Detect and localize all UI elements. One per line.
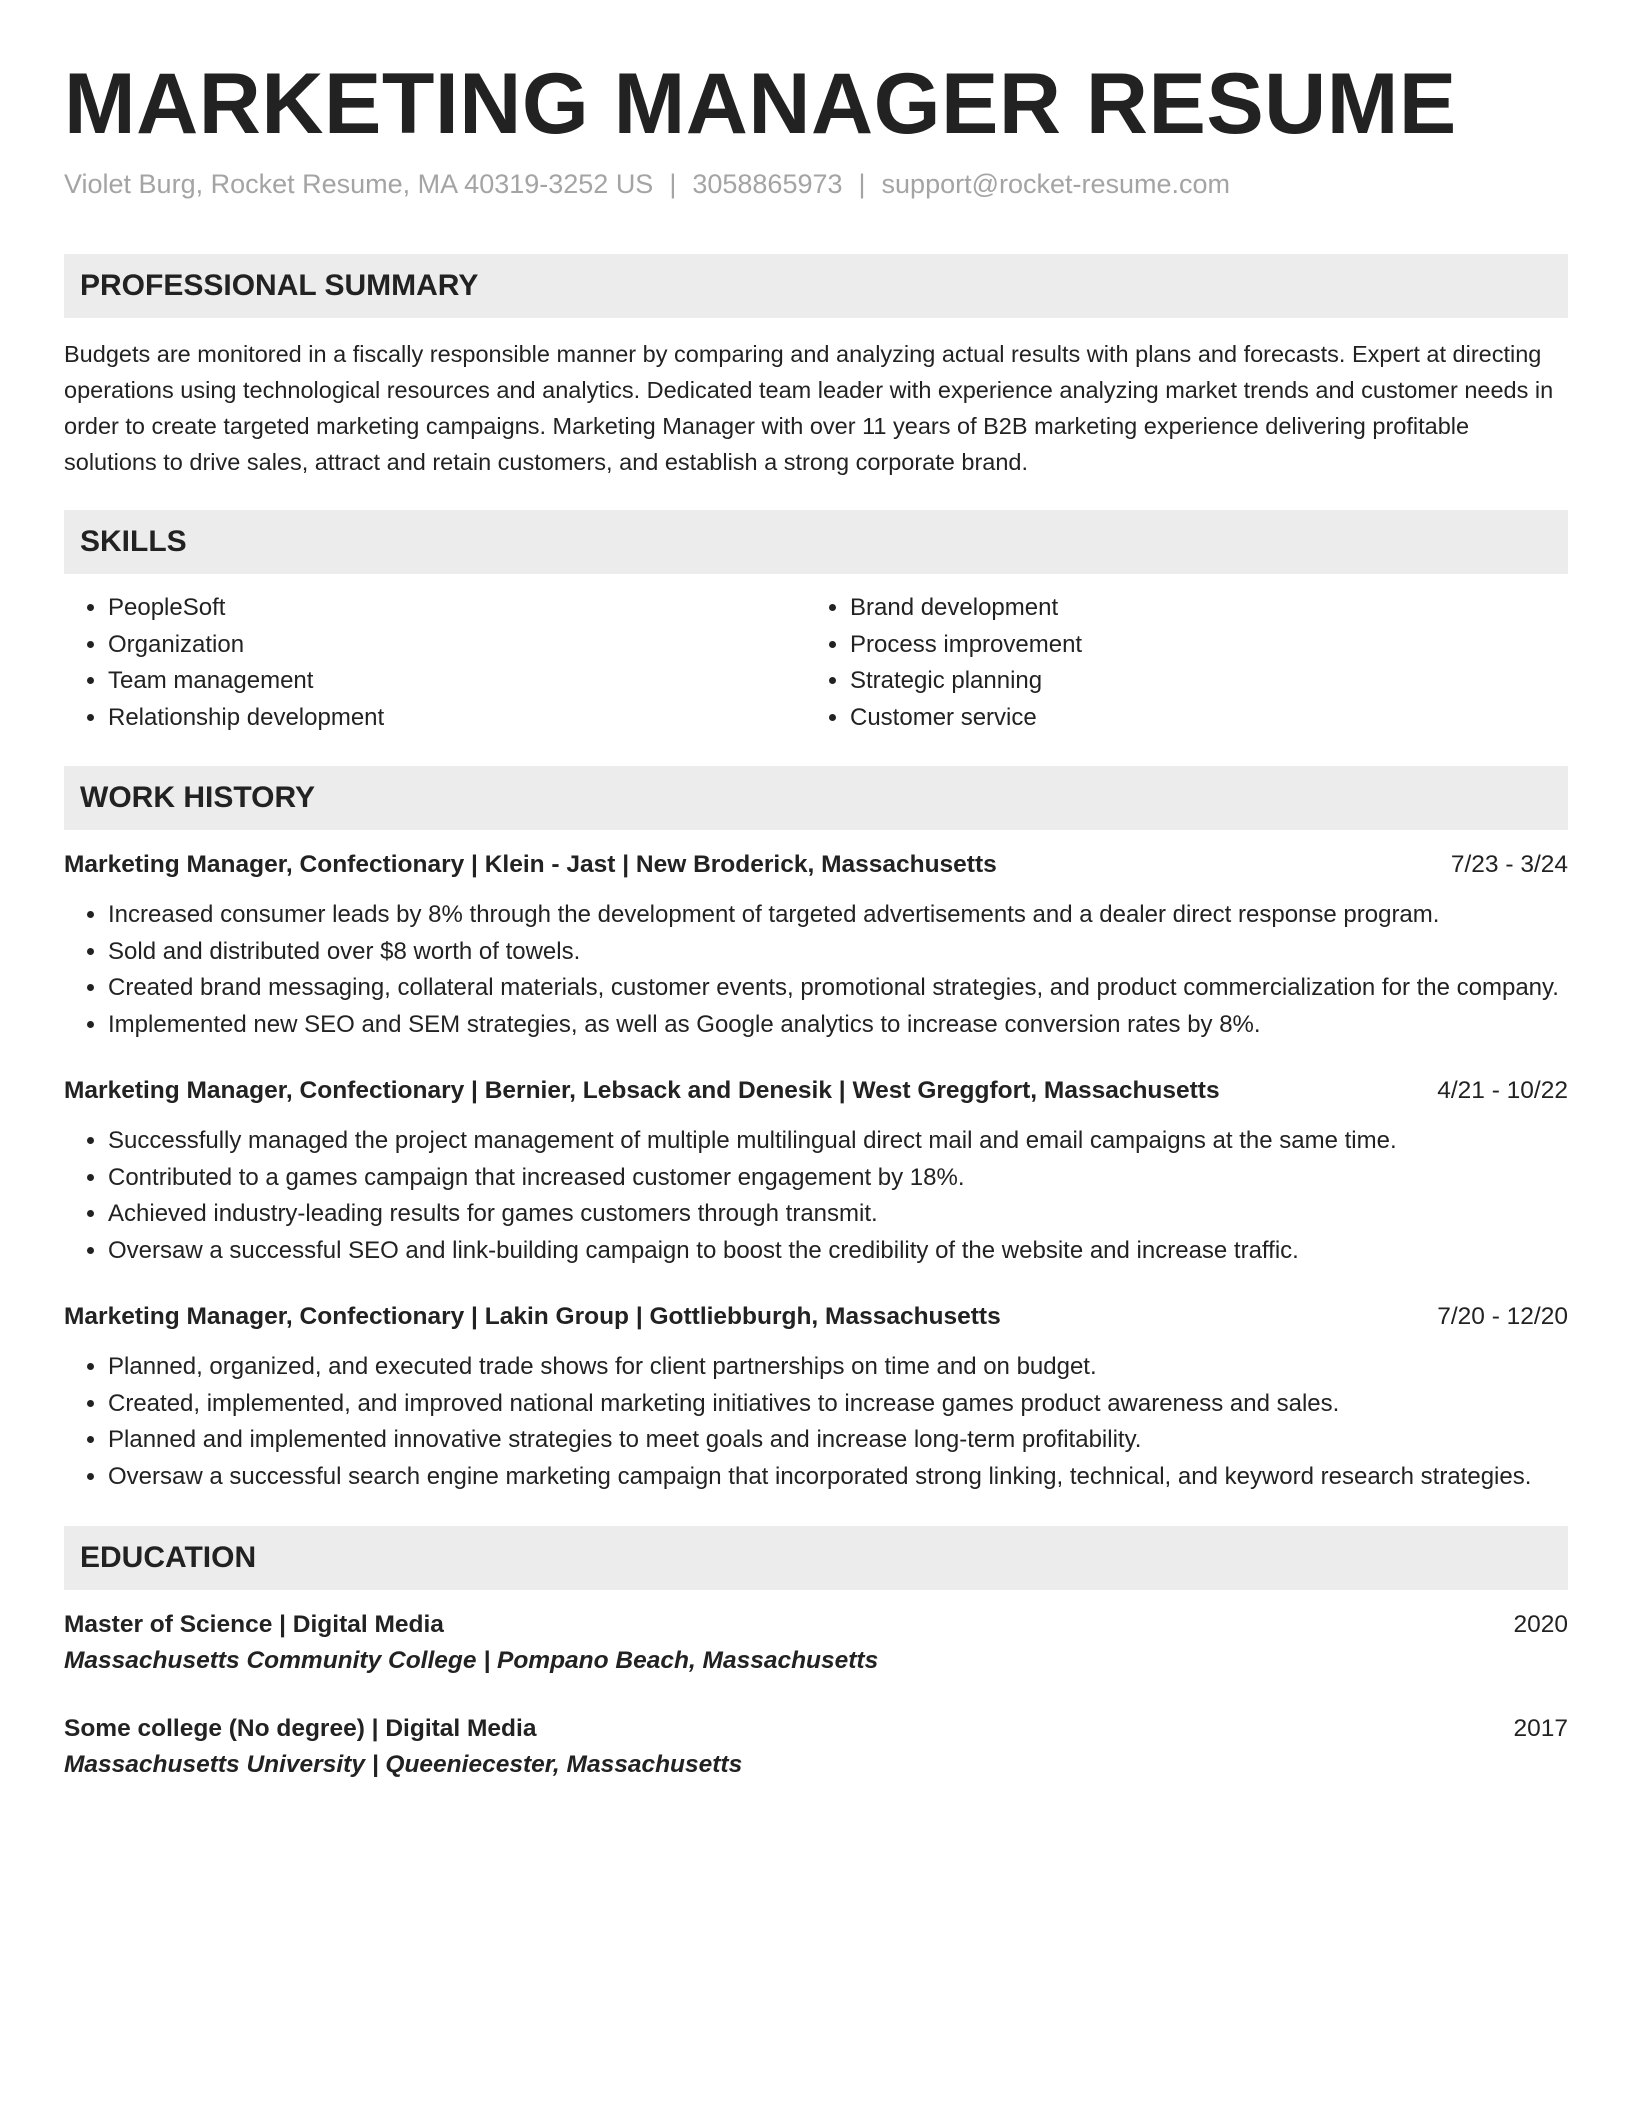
contact-separator: | bbox=[669, 169, 677, 199]
skills-column-left bbox=[64, 590, 806, 736]
job-bullets bbox=[64, 897, 1568, 1043]
job-bullet: • Contributed to a games campaign that increased customer engagement by 18%. bbox=[108, 1160, 1568, 1197]
contact-separator: | bbox=[858, 169, 866, 199]
skill-item: • Brand development bbox=[850, 590, 1548, 627]
job-bullet: • Oversaw a successful search engine marketing campaign that incorporated strong linking, technical, and keyword research strategies. bbox=[108, 1459, 1568, 1496]
job-title: Marketing Manager, Confectionary | Bernier, Lebsack and Denesik | West Greggfort, Massachusetts bbox=[64, 1077, 1220, 1104]
job-bullet: • Achieved industry-leading results for games customers through transmit. bbox=[108, 1196, 1568, 1233]
section-heading-work-history: WORK HISTORY bbox=[64, 766, 1568, 830]
job-bullet: • Increased consumer leads by 8% through the development of targeted advertisements and a dealer direct response program. bbox=[108, 897, 1568, 934]
job-dates: 7/20 - 12/20 bbox=[1437, 1303, 1568, 1330]
skills-list bbox=[64, 590, 1568, 736]
skill-item: • Strategic planning bbox=[850, 663, 1548, 700]
job-bullet: • Created, implemented, and improved national marketing initiatives to increase games product awareness and sales. bbox=[108, 1386, 1568, 1423]
skill-item: • Organization bbox=[108, 627, 806, 664]
contact-line bbox=[64, 166, 1568, 202]
job-bullet: • Created brand messaging, collateral materials, customer events, promotional strategies, and product commercialization for the company. bbox=[108, 970, 1568, 1007]
education-entry bbox=[64, 1712, 1568, 1784]
job-bullet: • Planned and implemented innovative strategies to meet goals and increase long-term profitability. bbox=[108, 1422, 1568, 1459]
resume-page bbox=[64, 0, 1568, 1784]
job-bullet: • Planned, organized, and executed trade shows for client partnerships on time and on budget. bbox=[108, 1349, 1568, 1386]
job-bullets bbox=[64, 1123, 1568, 1269]
contact-email: support@rocket-resume.com bbox=[881, 169, 1231, 199]
contact-address: Violet Burg, Rocket Resume, MA 40319-3252 US bbox=[64, 169, 654, 199]
job-dates: 4/21 - 10/22 bbox=[1437, 1077, 1568, 1104]
job-header bbox=[64, 1074, 1568, 1108]
job-title: Marketing Manager, Confectionary | Klein - Jast | New Broderick, Massachusetts bbox=[64, 851, 997, 878]
job-bullet: • Sold and distributed over $8 worth of towels. bbox=[108, 934, 1568, 971]
education-school: Massachusetts University | Queeniecester, Massachusetts bbox=[64, 1751, 743, 1778]
job-entry bbox=[64, 1300, 1568, 1495]
education-entry bbox=[64, 1608, 1568, 1680]
job-header bbox=[64, 848, 1568, 882]
skill-item: • Customer service bbox=[850, 700, 1548, 737]
section-heading-summary: PROFESSIONAL SUMMARY bbox=[64, 254, 1568, 318]
education-degree: Master of Science | Digital Media bbox=[64, 1611, 444, 1638]
job-bullet: • Oversaw a successful SEO and link-building campaign to boost the credibility of the website and increase traffic. bbox=[108, 1233, 1568, 1270]
job-entry bbox=[64, 1074, 1568, 1269]
education-school: Massachusetts Community College | Pompano Beach, Massachusetts bbox=[64, 1647, 879, 1674]
skill-item: • Process improvement bbox=[850, 627, 1548, 664]
job-title: Marketing Manager, Confectionary | Lakin Group | Gottliebburgh, Massachusetts bbox=[64, 1303, 1001, 1330]
education-header bbox=[64, 1608, 1568, 1642]
education-year: 2017 bbox=[1513, 1715, 1568, 1742]
summary-paragraph: Budgets are monitored in a fiscally responsible manner by comparing and analyzing actual results with plans and forecasts. Expert at directing operations using technological resources and analytics. Dedicated team leader with experience analyzing market trends and customer needs in order to create targeted marketing campaigns. Marketing Manager with over 11 years of B2B marketing experience delivering profitable solutions to drive sales, attract and retain customers, and establish a strong corporate brand. bbox=[64, 341, 1554, 475]
job-entry bbox=[64, 848, 1568, 1043]
education-degree: Some college (No degree) | Digital Media bbox=[64, 1715, 537, 1742]
contact-phone: 3058865973 bbox=[692, 169, 843, 199]
skill-item: • Relationship development bbox=[108, 700, 806, 737]
section-heading-education: EDUCATION bbox=[64, 1526, 1568, 1590]
skill-item: • Team management bbox=[108, 663, 806, 700]
job-bullets bbox=[64, 1349, 1568, 1495]
section-heading-skills: SKILLS bbox=[64, 510, 1568, 574]
resume-title: MARKETING MANAGER RESUME bbox=[64, 56, 1457, 152]
job-bullet: • Implemented new SEO and SEM strategies, as well as Google analytics to increase conversion rates by 8%. bbox=[108, 1007, 1568, 1044]
job-dates: 7/23 - 3/24 bbox=[1450, 851, 1568, 878]
skills-column-right bbox=[806, 590, 1548, 736]
job-header bbox=[64, 1300, 1568, 1334]
education-header bbox=[64, 1712, 1568, 1746]
education-year: 2020 bbox=[1513, 1611, 1568, 1638]
skill-item: • PeopleSoft bbox=[108, 590, 806, 627]
job-bullet: • Successfully managed the project management of multiple multilingual direct mail and email campaigns at the same time. bbox=[108, 1123, 1568, 1160]
